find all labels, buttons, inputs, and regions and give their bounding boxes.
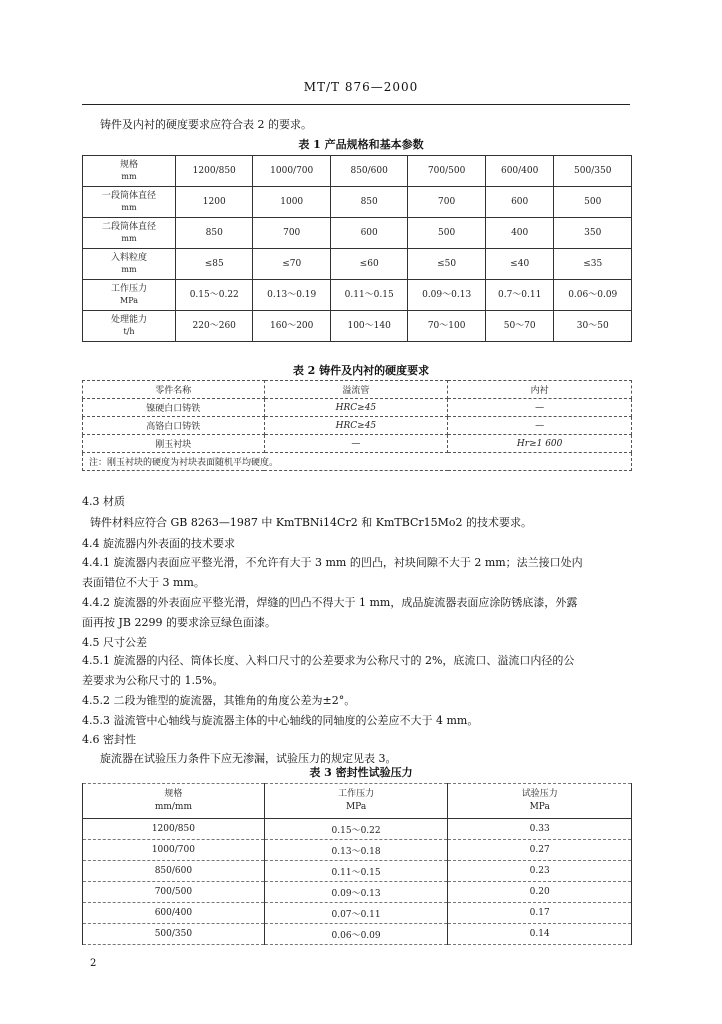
table-cell: — [448,399,632,417]
table-cell: 0.09～0.13 [408,280,485,311]
row-label [83,249,176,280]
table-cell: 500 [408,218,485,249]
row-label-unit: mm [121,265,137,274]
row-label-text: 处理能力 [110,315,147,325]
table-row [83,924,632,945]
table-header-cell [264,784,448,819]
row-label [83,156,176,187]
header-unit: MPa [345,802,367,812]
table-cell: 600 [485,187,554,218]
row-label-unit: mm [121,172,137,181]
table-row [83,819,632,840]
row-label-text: 一段筒体直径 [101,191,156,201]
table-cell: ≤60 [330,249,407,280]
section-line: 4.4 旋流器内外表面的技术要求 [82,537,235,550]
section-line: 表面错位不大于 3 mm。 [82,576,205,589]
table-row [83,882,632,903]
table-cell: 0.33 [448,819,632,840]
table-cell: HRC≥45 [264,417,448,435]
table-cell: 0.06～0.09 [554,280,632,311]
table-cell: 700/500 [408,156,485,187]
row-label-unit: t/h [123,327,135,336]
table-cell: 0.06～0.09 [264,924,448,945]
table-row [83,280,632,311]
table-cell: 0.13～0.18 [264,840,448,861]
table-cell: 0.23 [448,861,632,882]
section-line: 差要求为公称尺寸的 1.5%。 [82,674,224,687]
table2-caption: 表 2 铸件及内衬的硬度要求 [292,364,430,377]
table-cell: 700/500 [83,882,265,903]
table-cell: 1200 [176,187,253,218]
row-label-text: 工作压力 [110,284,147,294]
table-row [83,156,632,187]
row-label-unit: mm [121,203,137,212]
document-header: MT/T 876—2000 [303,80,419,94]
section-line: 铸件材料应符合 GB 8263—1987 中 KmTBNi14Cr2 和 KmTBCr15Mo2 的技术要求。 [90,516,533,529]
table-note-row [83,453,632,471]
header-label: 规格 [164,789,183,799]
table-cell: 0.07～0.11 [264,903,448,924]
section-line: 4.5.1 旋流器的内径、筒体长度、入料口尺寸的公差要求为公称尺寸的 2%，底流口、溢流口内径的公 [82,654,575,667]
table-row [83,861,632,882]
table3-caption: 表 3 密封性试验压力 [309,766,413,779]
intro-text: 铸件及内衬的硬度要求应符合表 2 的要求。 [100,118,312,131]
table-header-cell: 溢流管 [264,381,448,399]
row-label [83,187,176,218]
row-label-text: 入料粒度 [110,253,147,263]
table-cell: 1200/850 [83,819,265,840]
table-header-cell [448,784,632,819]
row-label [83,311,176,342]
table-cell: ≤40 [485,249,554,280]
table-cell: 350 [554,218,632,249]
table-cell: 70～100 [408,311,485,342]
table1-caption: 表 1 产品规格和基本参数 [298,138,424,151]
row-label-unit: mm [121,234,137,243]
table-cell: 700 [408,187,485,218]
page-number: 2 [90,958,97,969]
seal-test-table [82,783,632,945]
table-cell: 1000/700 [83,840,265,861]
product-spec-table [82,155,632,342]
table-cell: 0.09～0.13 [264,882,448,903]
table-cell: 0.13～0.19 [253,280,330,311]
table-header-cell: 零件名称 [83,381,265,399]
section-line: 旋流器在试验压力条件下应无渗漏，试验压力的规定见表 3。 [100,752,397,765]
table-cell: 500/350 [83,924,265,945]
table-cell: Hr≥1 600 [448,435,632,453]
header-label: 试验压力 [521,789,558,799]
table-row [83,249,632,280]
section-line: 4.5.3 溢流管中心轴线与旋流器主体的中心轴线的同轴度的公差应不大于 4 mm。 [82,714,479,727]
table-cell: 600 [330,218,407,249]
table-cell: 0.27 [448,840,632,861]
table-row [83,840,632,861]
header-unit: MPa [529,802,550,812]
row-label [83,280,176,311]
table-row [83,218,632,249]
table-cell: 0.17 [448,903,632,924]
table-cell: 高铬白口铸铁 [83,417,265,435]
table-row [83,399,632,417]
table-cell: 0.15～0.22 [176,280,253,311]
table-cell: 700 [253,218,330,249]
table-header-cell [83,784,265,819]
table-cell: ≤50 [408,249,485,280]
row-label-text: 二段筒体直径 [101,222,156,232]
table-row [83,435,632,453]
table-cell: 600/400 [485,156,554,187]
section-line: 4.5 尺寸公差 [82,636,147,649]
table-cell: 1000/700 [253,156,330,187]
header-label: 工作压力 [338,789,375,799]
table-cell: 600/400 [83,903,265,924]
section-line: 4.3 材质 [82,495,125,508]
table-cell: 0.20 [448,882,632,903]
section-line: 面再按 JB 2299 的要求涂豆绿色面漆。 [82,616,276,629]
table-row [83,311,632,342]
table-cell: 220～260 [176,311,253,342]
table-cell: — [448,417,632,435]
table-cell: ≤70 [253,249,330,280]
header-unit: mm/mm [154,802,192,812]
table-cell: 1000 [253,187,330,218]
table-cell: 0.11～0.15 [330,280,407,311]
section-line: 4.5.2 二段为锥型的旋流器，其锥角的角度公差为±2°。 [82,694,356,707]
section-line: 4.4.1 旋流器内表面应平整光滑，不允许有大于 3 mm 的凹凸，衬块间隙不大于 2 mm；法兰接口处内 [82,556,583,569]
table-row [83,903,632,924]
table-cell: HRC≥45 [264,399,448,417]
table-note: 注：刚玉衬块的硬度为衬块表面随机平均硬度。 [83,453,632,471]
table-cell: 850/600 [83,861,265,882]
row-label-text: 规格 [119,160,138,170]
row-label [83,218,176,249]
table-header-cell: 内衬 [448,381,632,399]
header-rule [82,104,630,105]
table-cell: 500/350 [554,156,632,187]
hardness-table [82,380,632,471]
table-cell: 0.14 [448,924,632,945]
table-cell: — [264,435,448,453]
table-cell: 刚玉衬块 [83,435,265,453]
table-cell: 850 [330,187,407,218]
table-cell: ≤35 [554,249,632,280]
table-cell: 0.15～0.22 [264,819,448,840]
row-label-unit: MPa [120,296,138,305]
table-cell: 100～140 [330,311,407,342]
table-cell: 400 [485,218,554,249]
table-cell: 镍硬白口铸铁 [83,399,265,417]
table-cell: ≤85 [176,249,253,280]
section-line: 4.4.2 旋流器的外表面应平整光滑，焊缝的凹凸不得大于 1 mm，成品旋流器表面应涂防锈底漆，外露 [82,596,578,609]
table-cell: 50～70 [485,311,554,342]
table-cell: 0.7～0.11 [485,280,554,311]
table-row [83,187,632,218]
table-row [83,417,632,435]
table-cell: 160～200 [253,311,330,342]
section-line: 4.6 密封性 [82,733,136,746]
table-cell: 850/600 [330,156,407,187]
table-cell: 850 [176,218,253,249]
table-cell: 500 [554,187,632,218]
table-cell: 30～50 [554,311,632,342]
table-cell: 0.11～0.15 [264,861,448,882]
table-cell: 1200/850 [176,156,253,187]
